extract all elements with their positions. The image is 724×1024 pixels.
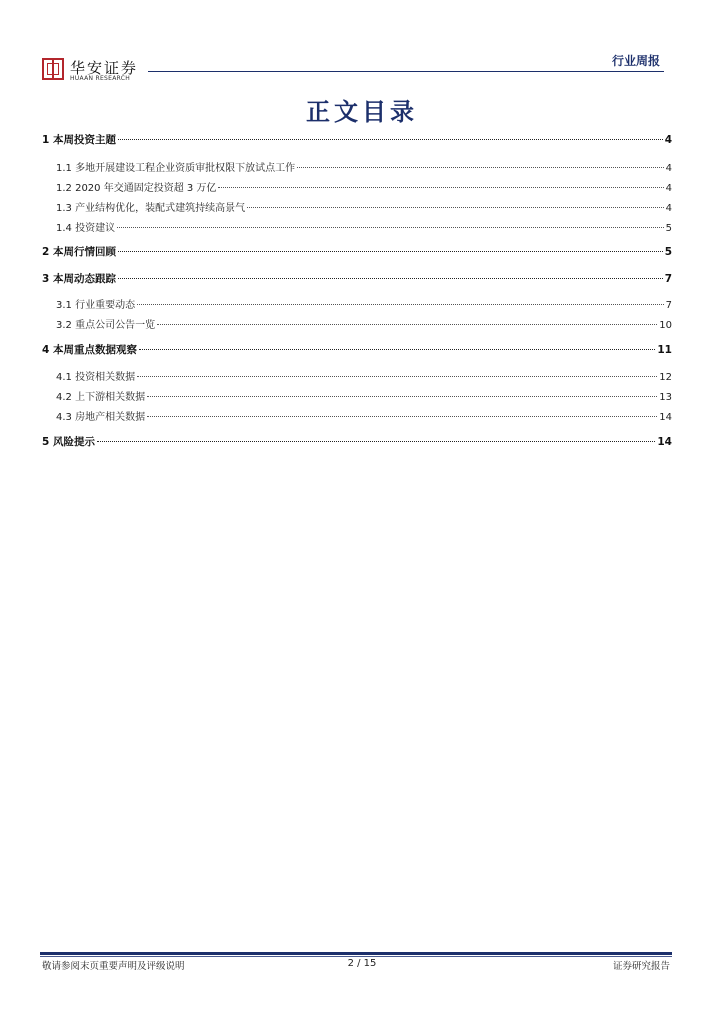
toc-entry[interactable] <box>42 316 672 332</box>
toc-entry-page: 7 <box>665 300 672 311</box>
toc-leader-dots <box>118 278 663 279</box>
brand-name-en: HUAAN RESEARCH <box>70 75 131 82</box>
header-divider <box>148 71 664 72</box>
toc-entry[interactable] <box>42 434 672 450</box>
toc-leader-dots <box>247 207 664 208</box>
toc-entry-label: 4 本周重点数据观察 <box>42 344 137 356</box>
toc-entry-page: 7 <box>664 273 672 285</box>
toc-entry-page: 14 <box>659 412 672 423</box>
toc-leader-dots <box>137 376 657 377</box>
toc-entry[interactable] <box>42 244 672 260</box>
toc-entry[interactable] <box>42 368 672 384</box>
toc-leader-dots <box>147 416 657 417</box>
toc-leader-dots <box>137 304 664 305</box>
toc-entry[interactable] <box>42 388 672 404</box>
toc-entry[interactable] <box>42 342 672 358</box>
toc-entry-label: 1.3 产业结构优化，装配式建筑持续高景气 <box>56 203 246 214</box>
toc-entry-label: 4.1 投资相关数据 <box>56 372 136 383</box>
toc-entry[interactable] <box>42 408 672 424</box>
page-number: 2 / 15 <box>347 958 377 969</box>
toc-entry-label: 1.2 2020 年交通固定投资超 3 万亿 <box>56 183 217 194</box>
brand-name-cn: 华安证券 <box>70 59 139 77</box>
toc-leader-dots <box>147 396 657 397</box>
toc-entry-label: 1.1 多地开展建设工程企业资质审批权限下放试点工作 <box>56 163 296 174</box>
footer-divider <box>40 952 672 955</box>
toc-entry[interactable] <box>42 179 672 195</box>
toc-entry-page: 4 <box>664 134 672 146</box>
toc-entry-page: 11 <box>657 344 672 356</box>
toc-leader-dots <box>157 324 657 325</box>
toc-entry[interactable] <box>42 296 672 312</box>
toc-entry[interactable] <box>42 159 672 175</box>
toc-entry-page: 4 <box>665 203 672 214</box>
company-logo <box>42 58 64 80</box>
toc-entry-label: 3.1 行业重要动态 <box>56 300 136 311</box>
toc-entry-label: 3 本周动态跟踪 <box>42 273 116 285</box>
toc-entry-page: 12 <box>659 372 672 383</box>
toc-leader-dots <box>118 139 663 140</box>
footer-divider-thin <box>40 956 672 957</box>
toc-entry[interactable] <box>42 132 672 148</box>
toc-leader-dots <box>118 251 663 252</box>
toc-leader-dots <box>117 227 664 228</box>
toc-entry-label: 4.2 上下游相关数据 <box>56 392 146 403</box>
toc-leader-dots <box>139 349 655 350</box>
toc-entry-label: 5 风险提示 <box>42 436 95 448</box>
toc-entry-label: 3.2 重点公司公告一览 <box>56 320 156 331</box>
toc-leader-dots <box>218 187 663 188</box>
footer-doc-type: 证券研究报告 <box>612 961 670 972</box>
toc-entry-page: 5 <box>664 246 672 258</box>
toc-entry-page: 5 <box>665 223 672 234</box>
toc-entry-page: 13 <box>659 392 672 403</box>
toc-entry-page: 14 <box>657 436 672 448</box>
toc-entry-page: 4 <box>665 183 672 194</box>
footer-disclaimer: 敬请参阅末页重要声明及评级说明 <box>42 961 185 972</box>
toc-entry-page: 10 <box>659 320 672 331</box>
toc-leader-dots <box>297 167 664 168</box>
page-title: 正文目录 <box>306 98 418 126</box>
toc-entry[interactable] <box>42 199 672 215</box>
toc-leader-dots <box>97 441 655 442</box>
report-type-label: 行业周报 <box>611 54 660 68</box>
toc-entry[interactable] <box>42 219 672 235</box>
toc-entry-label: 1.4 投资建议 <box>56 223 116 234</box>
toc-entry[interactable] <box>42 271 672 287</box>
toc-entry-label: 4.3 房地产相关数据 <box>56 412 146 423</box>
toc-entry-label: 2 本周行情回顾 <box>42 246 116 258</box>
toc-entry-page: 4 <box>665 163 672 174</box>
toc-entry-label: 1 本周投资主题 <box>42 134 116 146</box>
